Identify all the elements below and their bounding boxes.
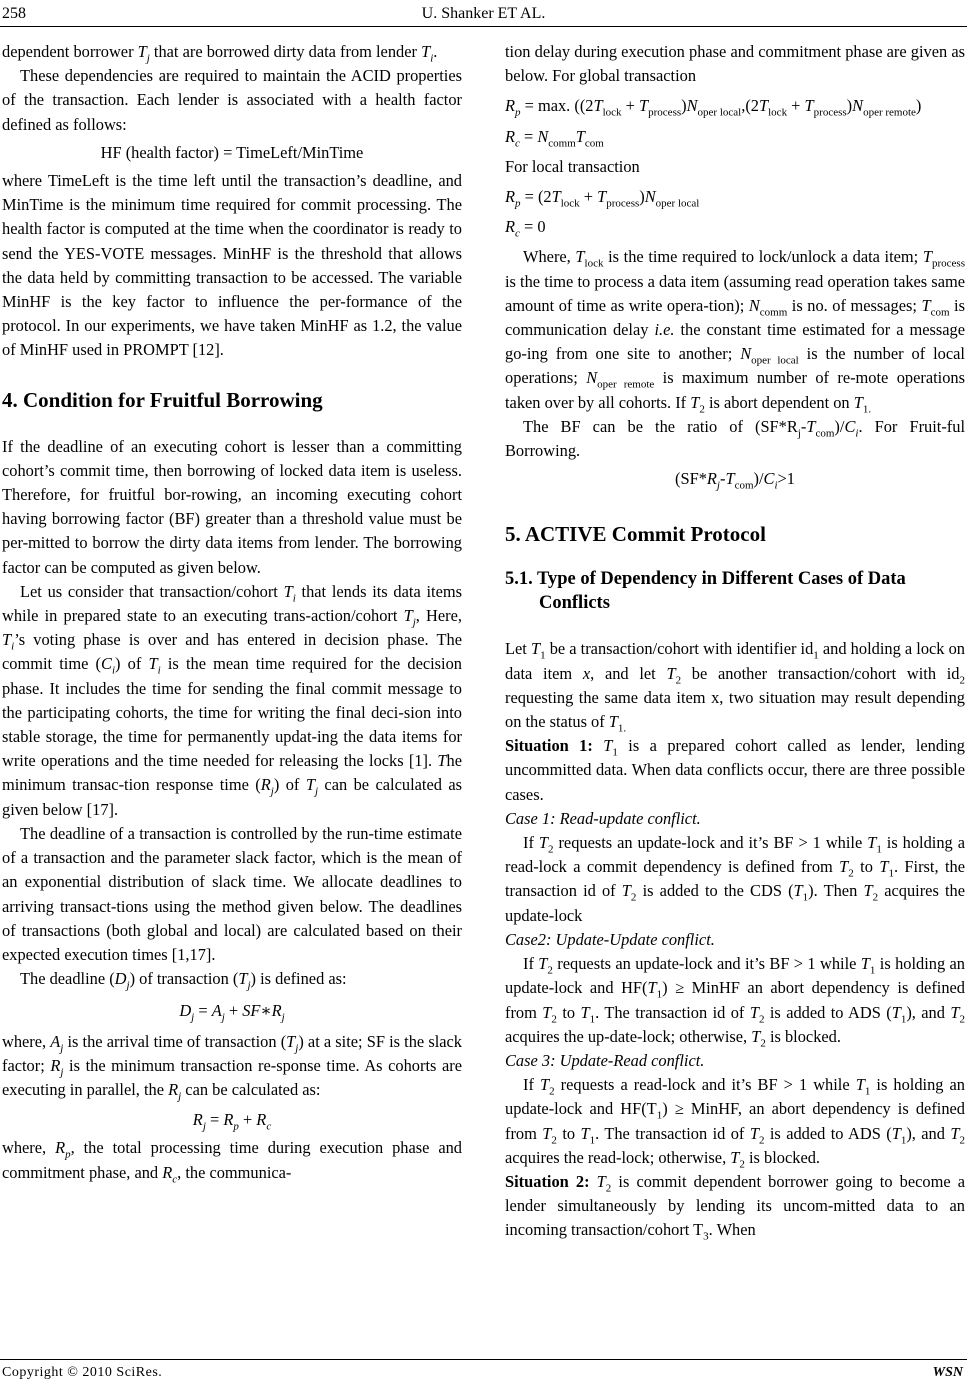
- equation-health-factor: HF (health factor) = TimeLeft/MinTime: [100, 142, 364, 162]
- paragraph: tion delay during execution phase and commitment phase are given as below. For global transaction: [505, 42, 965, 86]
- paragraph: where, $A_j$ is the arrival time of transaction $(T_j)$ at a site; SF is the slack factor; $R_j$ is the minimum transaction re-sponse time. As cohorts are executing in parallel, the $R_j$ can be calculated as:: [2, 1031, 462, 1103]
- paragraph: where, $R_p$, the total processing time during execution phase and commitment phase, and $R_c$, the communica-: [2, 1138, 462, 1185]
- equation-response-time: $R_j = R_p + R_c$: [192, 1110, 272, 1133]
- paragraph: The BF can be the ratio of $(SF*R_j-T_{com})/C_i$. For Fruit-ful Borrowing.: [505, 416, 965, 461]
- page-number: 258: [2, 5, 26, 22]
- equation-fruitful-borrowing: $(SF*R_j-T_{com})/C_i>1$: [675, 469, 795, 492]
- page-footer: [0, 1364, 967, 1384]
- paragraph: If $T_2$ requests a read-lock and it’s BF > 1 while $T_1$ is holding an update-lock and $HF(T_1)$ ≥ MinHF, an abort dependency is defined from $T_2$ to $T_1$. The transaction id of $T_2$ is added to ADS $(T_1)$, and $T_2$ acquires the read-lock; otherwise, $T_2$ is blocked.: [505, 1075, 966, 1170]
- section-heading-4: 4. Condition for Fruitful Borrowing: [2, 387, 323, 412]
- right-column: [505, 40, 965, 1243]
- subsection-heading-5-1: 5.1. Type of Dependency in Different Cases of Data Conflicts: [505, 569, 906, 614]
- case-heading: Case 3: Update-Read conflict.: [505, 1050, 705, 1070]
- paragraph: If the deadline of an executing cohort is lesser than a committing cohort’s commit time, then borrowing of locked data item is useless. Therefore, for fruitful bor-rowing, an incoming executing cohort having borrowing factor (BF) greater than a threshold value must be per-mitted to borrow the dirty data items from lender. The borrowing factor can be computed as given below.: [2, 436, 462, 577]
- case-heading: Case 1: Read-update conflict.: [505, 808, 701, 828]
- paragraph: Where, $T_{lock}$ is the time required to lock/unlock a data item; $T_{process}$ is the time to process a data item (assuming read operation takes same amount of time as write opera-tion); $N_{comm}$ is no. of messages; $T_{com}$ is communication delay i.e. the constant time estimated for a message go-ing from one site to another; $N_{oper local}$ is the number of local operations; $N_{oper remote}$ is maximum number of re-mote operations taken over by all cohorts. If $T_2$ is abort dependent on $T_{1.}$: [505, 247, 966, 415]
- paragraph: The deadline $(D_j)$ of transaction $(T_j)$ is defined as:: [20, 969, 347, 992]
- paragraph: If $T_2$ requests an update-lock and it’s BF > 1 while $T_1$ is holding an update-lock and $HF(T_1)$ ≥ MinHF an abort dependency is defined from $T_2$ to $T_1$. The transaction id of $T_2$ is added to ADS $(T_1)$, and $T_2$ acquires the up-date-lock; otherwise, $T_2$ is blocked.: [505, 954, 966, 1049]
- footer-rule: [0, 1359, 967, 1360]
- paragraph: Situation 1: $T_1$ is a prepared cohort called as lender, lending uncommitted data. When data conflicts occur, there are three possible cases.: [505, 736, 965, 804]
- paragraph: These dependencies are required to maintain the ACID properties of the transaction. Each lender is associated with a health factor defined as follows:: [2, 66, 462, 134]
- left-column: [2, 40, 462, 1185]
- running-head: U. Shanker ET AL.: [421, 5, 546, 22]
- equation-rc-local: $R_c = 0$: [505, 217, 546, 240]
- section-heading-5: 5. ACTIVE Commit Protocol: [505, 522, 766, 547]
- paragraph: If $T_2$ requests an update-lock and it’s BF > 1 while $T_1$ is holding a read-lock a commit dependency is defined from $T_2$ to $T_1$. First, the transaction id of $T_2$ is added to the CDS $(T_1)$. Then $T_2$ acquires the update-lock: [505, 833, 966, 925]
- case-heading: Case2: Update-Update conflict.: [505, 929, 715, 949]
- equation-rp-local: $R_p = (2T_{lock} + T_{process})N_{oper local}$: [505, 187, 700, 210]
- paragraph: Let $T_1$ be a transaction/cohort with identifier $id_1$ and holding a lock on data item x, and let $T_2$ be another transaction/cohort with $id_2$ requesting the same data item x, two situation may result depending on the status of $T_{1.}$: [505, 639, 965, 735]
- paragraph: where TimeLeft is the time left until the transaction’s deadline, and MinTime is the minimum time required for commit processing. The health factor is computed at the time when the coordinator is ready to send the YES-VOTE messages. MinHF is the threshold that allows the data held by committing transaction to be accessed. The variable MinHF is the key factor to influence the per-formance of the protocol. In our experiments, we have taken MinHF as 1.2, the value of MinHF used in PROMPT [12].: [2, 171, 462, 360]
- equation-rc-global: $R_c = N_{comm}T_{com}$: [505, 126, 604, 149]
- paragraph: Situation 2: $T_2$ is commit dependent borrower going to become a lender simultaneously by lending its uncom-mitted data to an incoming transaction/cohort $T_3$. When: [505, 1171, 966, 1243]
- paragraph: Let us consider that transaction/cohort $T_i$ that lends its data items while in prepared state to an executing trans-action/cohort $T_j$, Here, $T_i’s$ voting phase is over and has entered in decision phase. The commit time $(C_i)$ of $T_i$ is the mean time required for the decision phase. It includes the time for sending the final commit message to the participating cohorts, the time for writing the final deci-sion into stable storage, the time for permanently updat-ing the data items for write operations and the time needed for releasing the locks [1]. The minimum transac-tion response time $(R_j)$ of $T_j$ can be calculated as given below [17].: [2, 581, 462, 819]
- page-header: [0, 4, 967, 26]
- copyright-notice: Copyright © 2010 SciRes.: [2, 1365, 163, 1380]
- paragraph: dependent borrower $T_j$ that are borrowed dirty data from lender $T_i$.: [2, 42, 438, 65]
- paragraph: For local transaction: [505, 156, 640, 176]
- journal-abbreviation: WSN: [932, 1365, 963, 1380]
- equation-deadline: $D_j = A_j$ + $SF∗R_j$: [179, 1001, 285, 1024]
- paragraph: The deadline of a transaction is controlled by the run-time estimate of a transaction and the parameter slack factor, which is the mean of an exponential distribution of slack time. We allocate deadlines to arriving transact-tions using the method given below. The deadlines of transactions (both global and local) are calculated based on their expected execution times [1,17].: [2, 823, 462, 964]
- header-rule: [0, 26, 967, 27]
- equation-rp-global: $R_p = \max$. $((2T_{lock} + T_{process})N_{oper local},(2T_{lock} + T_{process})N_{oper remote})$: [505, 96, 922, 119]
